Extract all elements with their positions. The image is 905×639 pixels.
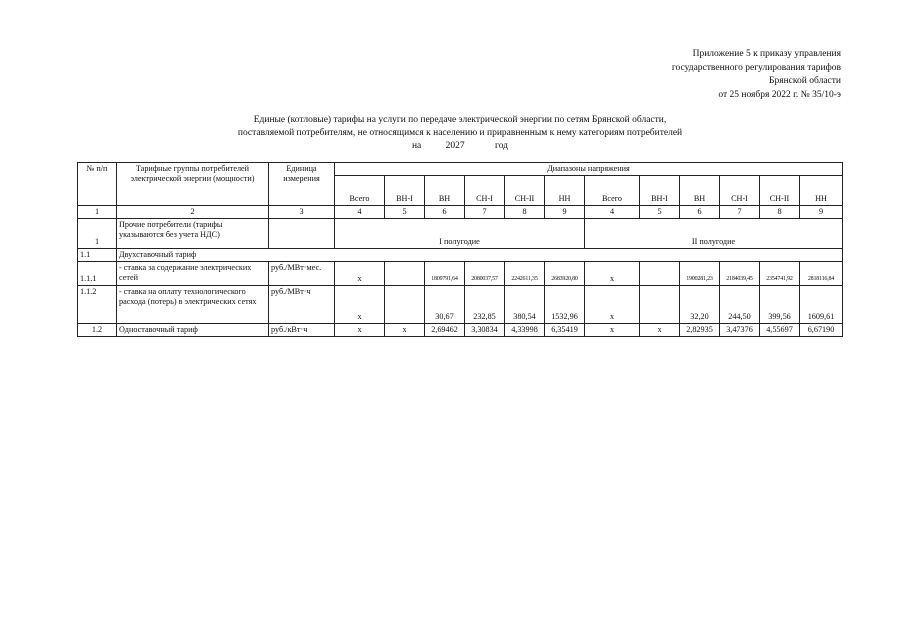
row-single-rate-tariff bbox=[78, 324, 843, 337]
document-title bbox=[150, 114, 770, 153]
value-cell: 6,35419 bbox=[545, 324, 585, 337]
index-cell: 7 bbox=[465, 206, 505, 219]
row-two-part-tariff bbox=[78, 249, 843, 262]
title-line-1: Единые (котловые) тарифы на услуги по передаче электрической энергии по сетям Брянской области, bbox=[253, 115, 667, 125]
value-cell: 1609,61 bbox=[800, 286, 843, 324]
index-cell: 2 bbox=[117, 206, 269, 219]
header-ranges: Диапазоны напряжения bbox=[335, 163, 843, 176]
appendix-header bbox=[672, 48, 841, 102]
title-year-line bbox=[150, 140, 770, 153]
appendix-line: от 25 ноября 2022 г. № 35/10-э bbox=[718, 89, 841, 100]
header-sub: Всего bbox=[335, 176, 385, 206]
value-cell: 1809791,64 bbox=[425, 262, 465, 286]
header-sub: Всего bbox=[585, 176, 640, 206]
value-cell: x bbox=[585, 262, 640, 286]
index-cell: 4 bbox=[335, 206, 385, 219]
header-sub: НН bbox=[545, 176, 585, 206]
index-cell: 8 bbox=[505, 206, 545, 219]
row-num: 1.2 bbox=[78, 324, 117, 337]
value-cell bbox=[385, 262, 425, 286]
value-cell: x bbox=[335, 262, 385, 286]
index-cell: 5 bbox=[640, 206, 680, 219]
value-cell: x bbox=[640, 324, 680, 337]
value-cell: 399,56 bbox=[760, 286, 800, 324]
row-num: 1.1.1 bbox=[78, 262, 117, 286]
value-cell: 2242611,35 bbox=[505, 262, 545, 286]
section-row bbox=[78, 219, 843, 249]
appendix-line: государственного регулирования тарифов bbox=[671, 62, 841, 73]
value-cell: 2818116,84 bbox=[800, 262, 843, 286]
row-name: Одноставочный тариф bbox=[117, 324, 269, 337]
value-cell: 3,30834 bbox=[465, 324, 505, 337]
header-sub: НН bbox=[800, 176, 843, 206]
row-unit: руб./МВт·мес. bbox=[269, 262, 335, 286]
row-num: 1.1.2 bbox=[78, 286, 117, 324]
index-cell: 6 bbox=[425, 206, 465, 219]
section-name: Прочие потребители (тарифы указываются без учета НДС) bbox=[117, 219, 269, 249]
index-cell: 3 bbox=[269, 206, 335, 219]
value-cell: 1900281,23 bbox=[680, 262, 720, 286]
value-cell: 2080037,57 bbox=[465, 262, 505, 286]
header-sub: СН-I bbox=[720, 176, 760, 206]
index-cell: 5 bbox=[385, 206, 425, 219]
value-cell: x bbox=[585, 324, 640, 337]
title-line-2: поставляемой потребителям, не относящимся к населению и приравненным к нему категориям потребителей bbox=[237, 128, 683, 138]
value-cell: 232,85 bbox=[465, 286, 505, 324]
value-cell: x bbox=[385, 324, 425, 337]
value-cell bbox=[385, 286, 425, 324]
value-cell: 4,33998 bbox=[505, 324, 545, 337]
value-cell bbox=[640, 262, 680, 286]
row-unit: руб./МВт·ч bbox=[269, 286, 335, 324]
title-prefix: на bbox=[411, 141, 422, 151]
row-num: 1.1 bbox=[78, 249, 117, 262]
value-cell: x bbox=[335, 324, 385, 337]
header-sub: СН-I bbox=[465, 176, 505, 206]
value-cell: 244,50 bbox=[720, 286, 760, 324]
row-loss-rate bbox=[78, 286, 843, 324]
header-sub: ВН bbox=[680, 176, 720, 206]
value-cell: 32,20 bbox=[680, 286, 720, 324]
row-unit: руб./кВт·ч bbox=[269, 324, 335, 337]
section-num: 1 bbox=[78, 219, 117, 249]
value-cell: 380,54 bbox=[505, 286, 545, 324]
header-num: № п/п bbox=[78, 163, 117, 206]
index-cell: 9 bbox=[800, 206, 843, 219]
header-sub: СН-II bbox=[505, 176, 545, 206]
index-cell: 4 bbox=[585, 206, 640, 219]
value-cell: 30,67 bbox=[425, 286, 465, 324]
header-sub: ВН-I bbox=[385, 176, 425, 206]
value-cell: 4,55697 bbox=[760, 324, 800, 337]
appendix-line: Приложение 5 к приказу управления bbox=[692, 49, 841, 59]
value-cell: x bbox=[585, 286, 640, 324]
value-cell bbox=[640, 286, 680, 324]
value-cell: x bbox=[335, 286, 385, 324]
appendix-line: Брянской области bbox=[769, 76, 841, 86]
row-name: - ставка на оплату технологического расхода (потерь) в электрических сетях bbox=[117, 286, 269, 324]
row-maintenance-rate bbox=[78, 262, 843, 286]
header-group: Тарифные группы потребителей электрической энергии (мощности) bbox=[117, 163, 269, 206]
section-unit bbox=[269, 219, 335, 249]
title-year: 2027 bbox=[445, 141, 465, 151]
value-cell: 1532,96 bbox=[545, 286, 585, 324]
index-cell: 9 bbox=[545, 206, 585, 219]
title-suffix: год bbox=[495, 141, 509, 151]
header-sub: ВН-I bbox=[640, 176, 680, 206]
index-cell: 1 bbox=[78, 206, 117, 219]
header-row-1 bbox=[78, 163, 843, 176]
row-name: Двухставочный тариф bbox=[117, 249, 843, 262]
index-cell: 6 bbox=[680, 206, 720, 219]
value-cell: 2,69462 bbox=[425, 324, 465, 337]
header-sub: ВН bbox=[425, 176, 465, 206]
tariff-table bbox=[77, 162, 843, 337]
header-sub: СН-II bbox=[760, 176, 800, 206]
value-cell: 3,47376 bbox=[720, 324, 760, 337]
half-year-2: II полугодие bbox=[585, 219, 843, 249]
value-cell: 2184039,45 bbox=[720, 262, 760, 286]
header-unit: Единица измерения bbox=[269, 163, 335, 206]
value-cell: 2,82935 bbox=[680, 324, 720, 337]
index-row bbox=[78, 206, 843, 219]
value-cell: 2354741,92 bbox=[760, 262, 800, 286]
index-cell: 8 bbox=[760, 206, 800, 219]
row-name: - ставка за содержание электрических сетей bbox=[117, 262, 269, 286]
index-cell: 7 bbox=[720, 206, 760, 219]
value-cell: 2683920,80 bbox=[545, 262, 585, 286]
half-year-1: I полугодие bbox=[335, 219, 585, 249]
value-cell: 6,67190 bbox=[800, 324, 843, 337]
